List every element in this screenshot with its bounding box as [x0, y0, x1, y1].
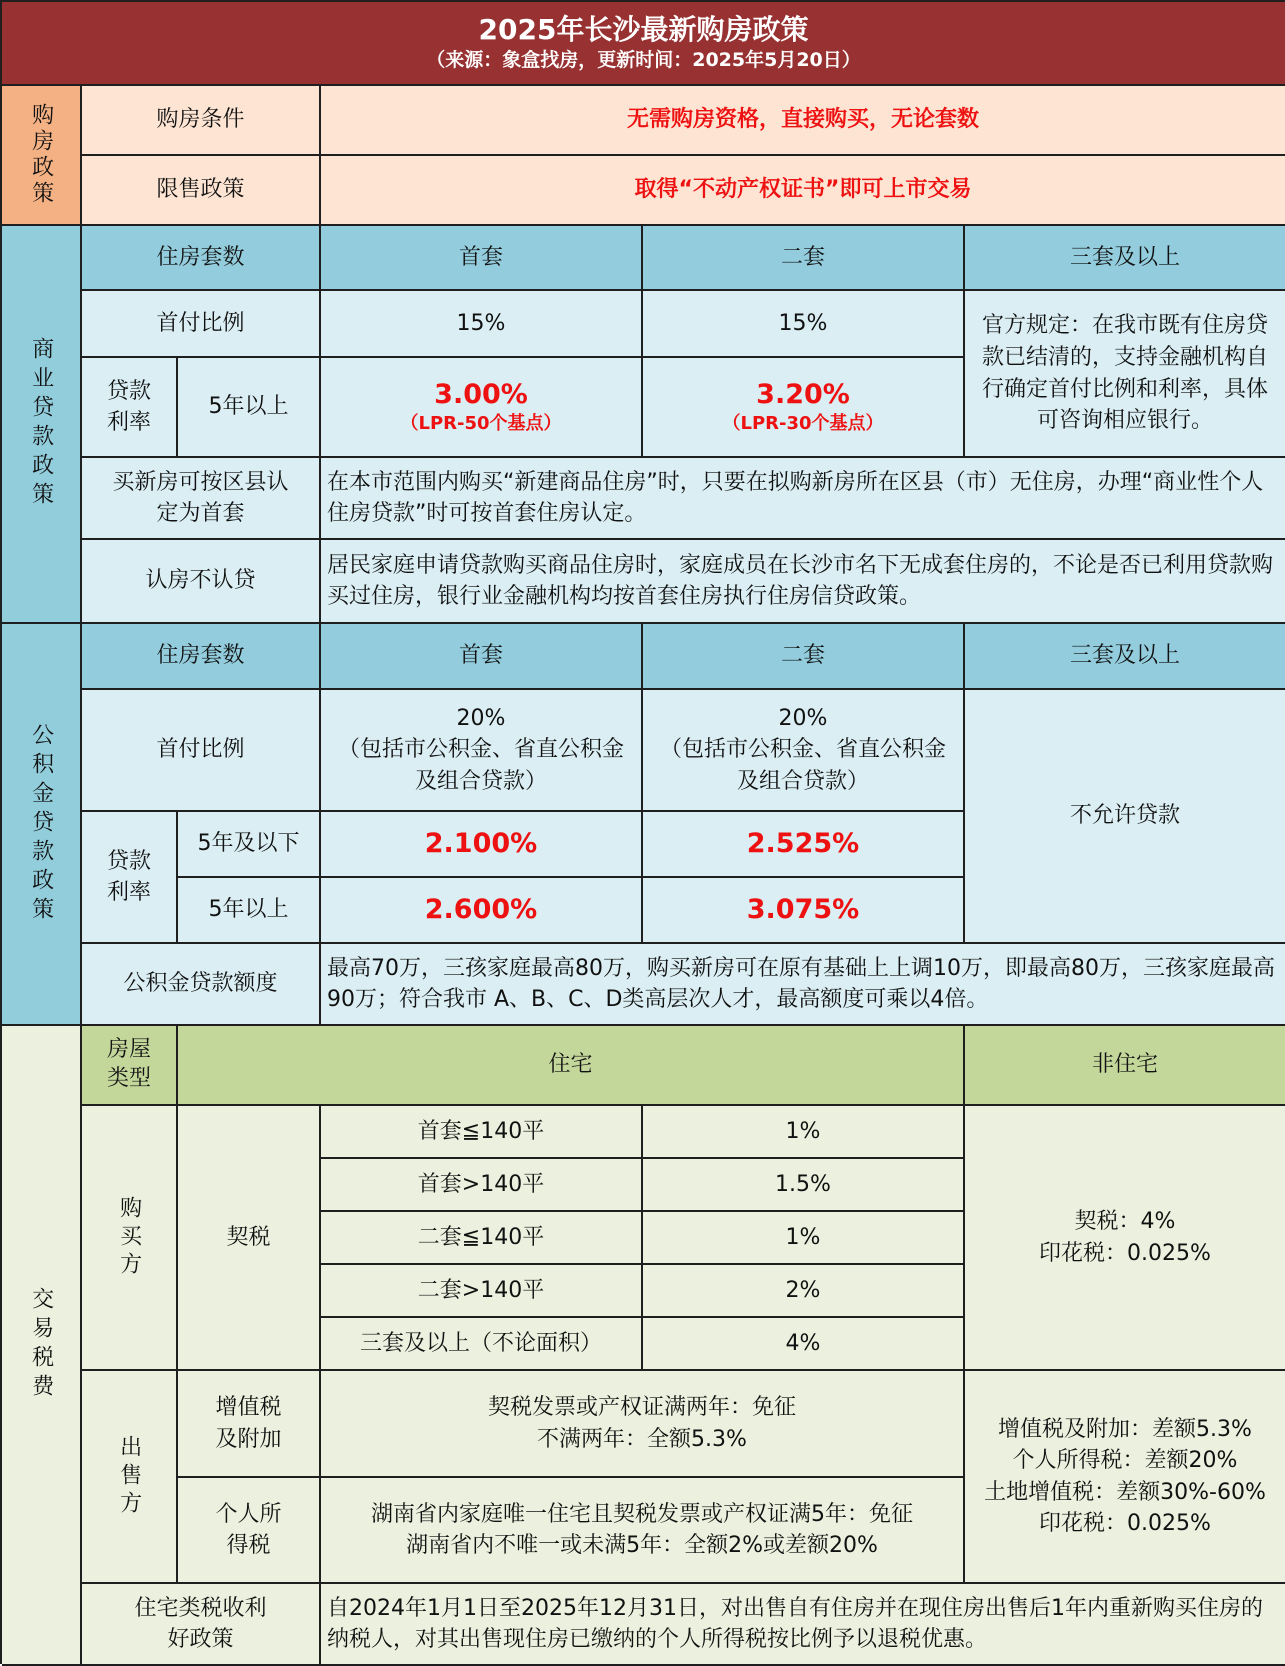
income-line-1: 湖南省内家庭唯一住宅且契税发票或产权证满5年：免征 [371, 1501, 913, 1527]
provident-down-payment-first-note: （包括市公积金、省直公积金及组合贷款） [337, 737, 624, 794]
title-block [2, 2, 1285, 86]
buyer-non-residential [965, 1106, 1285, 1371]
vat-label-text: 增值税及附加 [215, 1395, 282, 1452]
income-line-2: 湖南省内不唯一或未满5年：全额2%或差额20% [406, 1533, 878, 1558]
provident-loan-section-label [2, 624, 82, 1026]
resale-policy-value: 取得“不动产权证书”即可上市交易 [321, 156, 1285, 226]
provident-header-first: 首套 [321, 624, 643, 690]
county-first-home-label [82, 458, 321, 540]
commercial-header-second: 二套 [643, 226, 965, 291]
house-type-label-text: 房屋类型 [106, 1037, 151, 1091]
commercial-rate-label-text: 贷款利率 [106, 378, 151, 435]
deed-row-1-rate: 1% [643, 1106, 965, 1159]
provident-limit-value: 最高70万，三孩家庭最高80万，购买新房可在原有基础上上调10万，即最高80万，三孩家庭最高90万；符合我市 A、B、C、D类高层次人才，最高额度可乘以4倍。 [321, 944, 1285, 1026]
page-title: 2025年长沙最新购房政策 [478, 12, 809, 46]
commercial-down-payment-second: 15% [643, 291, 965, 358]
provident-down-payment-second [643, 690, 965, 812]
county-first-home-value: 在本市范围内购买“新建商品住房”时，只要在拟购新房所在区县（市）无住房，办理“商业性个人住房贷款”时可按首套住房认定。 [321, 458, 1285, 540]
buyer-non-res-stamp: 印花税：0.025% [1039, 1240, 1211, 1266]
commercial-rate-second-note: （LPR-30个基点） [722, 412, 884, 434]
provident-third-value: 不允许贷款 [965, 690, 1285, 944]
provident-term-short: 5年及以下 [178, 812, 321, 878]
commercial-rate-second-value: 3.20% [756, 379, 850, 411]
vat-label [178, 1371, 321, 1478]
income-tax-label-text: 个人所得税 [215, 1501, 282, 1558]
income-tax-value [321, 1478, 965, 1584]
purchase-policy-section-text: 购房政策 [28, 103, 54, 207]
house-type-label [82, 1026, 178, 1106]
commercial-rate-first-value: 3.00% [434, 379, 528, 411]
provident-down-payment-first-value: 20% [456, 706, 506, 732]
provident-header-second: 二套 [643, 624, 965, 690]
buyer-non-res-deed: 契税：4% [1074, 1209, 1176, 1235]
provident-header-count: 住房套数 [82, 624, 321, 690]
transaction-tax-section-text: 交易税费 [28, 1287, 54, 1403]
vat-value [321, 1371, 965, 1478]
provident-rate-label [82, 812, 178, 944]
commercial-rate-label [82, 358, 178, 458]
provident-down-payment-second-value: 20% [778, 706, 828, 732]
county-first-home-label-text: 买新房可按区县认定为首套 [112, 469, 289, 526]
deed-row-5-condition: 三套及以上（不论面积） [321, 1318, 643, 1371]
commercial-down-payment-first: 15% [321, 291, 643, 358]
commercial-rate-first [321, 358, 643, 458]
provident-rate-short-second: 2.525% [643, 812, 965, 878]
purchase-policy-section-label [2, 86, 82, 226]
provident-rate-short-first: 2.100% [321, 812, 643, 878]
seller-non-res-stamp: 印花税：0.025% [1039, 1510, 1211, 1536]
provident-term-long: 5年以上 [178, 878, 321, 944]
deed-row-3-rate: 1% [643, 1212, 965, 1265]
commercial-rate-second [643, 358, 965, 458]
buyer-label [82, 1106, 178, 1371]
tax-benefit-label [82, 1584, 321, 1666]
deed-row-2-rate: 1.5% [643, 1159, 965, 1212]
income-tax-label [178, 1478, 321, 1584]
provident-limit-label: 公积金贷款额度 [82, 944, 321, 1026]
buyer-label-text: 购买方 [116, 1195, 142, 1280]
seller-non-res-vat: 增值税及附加：差额5.3% [998, 1417, 1252, 1443]
seller-non-res-land: 土地增值税：差额30%-60% [984, 1479, 1266, 1505]
deed-row-4-rate: 2% [643, 1265, 965, 1318]
house-not-loan-label: 认房不认贷 [82, 540, 321, 624]
seller-label-text: 出售方 [116, 1434, 142, 1519]
commercial-loan-section-text: 商业贷款政策 [28, 337, 54, 511]
commercial-down-payment-label: 首付比例 [82, 291, 321, 358]
vat-line-2: 不满两年：全额5.3% [537, 1426, 747, 1452]
non-residential-header: 非住宅 [965, 1026, 1285, 1106]
provident-down-payment-second-note: （包括市公积金、省直公积金及组合贷款） [659, 737, 946, 794]
seller-non-res-income: 个人所得税：差额20% [1012, 1448, 1238, 1474]
deed-row-4-condition: 二套>140平 [321, 1265, 643, 1318]
page-subtitle: （来源：象盒找房，更新时间：2025年5月20日） [426, 49, 861, 72]
commercial-header-first: 首套 [321, 226, 643, 291]
commercial-rate-term: 5年以上 [178, 358, 321, 458]
provident-rate-label-text: 贷款利率 [106, 848, 151, 905]
commercial-rate-first-note: （LPR-50个基点） [400, 412, 562, 434]
tax-benefit-value: 自2024年1月1日至2025年12月31日，对出售自有住房并在现住房出售后1年内重新购买住房的纳税人，对其出售现住房已缴纳的个人所得税按比例予以退税优惠。 [321, 1584, 1285, 1666]
deed-tax-label: 契税 [178, 1106, 321, 1371]
provident-down-payment-label: 首付比例 [82, 690, 321, 812]
commercial-header-count: 住房套数 [82, 226, 321, 291]
deed-row-1-condition: 首套≦140平 [321, 1106, 643, 1159]
vat-line-1: 契税发票或产权证满两年：免征 [487, 1395, 796, 1421]
seller-label [82, 1371, 178, 1584]
provident-header-third: 三套及以上 [965, 624, 1285, 690]
commercial-header-third: 三套及以上 [965, 226, 1285, 291]
deed-row-3-condition: 二套≦140平 [321, 1212, 643, 1265]
provident-rate-long-first: 2.600% [321, 878, 643, 944]
resale-policy-label: 限售政策 [82, 156, 321, 226]
house-not-loan-value: 居民家庭申请贷款购买商品住房时，家庭成员在长沙市名下无成套住房的，不论是否已利用贷款购买过住房，银行业金融机构均按首套住房执行住房信贷政策。 [321, 540, 1285, 624]
deed-row-5-rate: 4% [643, 1318, 965, 1371]
commercial-loan-section-label [2, 226, 82, 624]
transaction-tax-section-label [2, 1026, 82, 1666]
residential-header: 住宅 [178, 1026, 965, 1106]
seller-non-residential [965, 1371, 1285, 1584]
purchase-conditions-value: 无需购房资格，直接购买，无论套数 [321, 86, 1285, 156]
deed-row-2-condition: 首套>140平 [321, 1159, 643, 1212]
commercial-third-note: 官方规定：在我市既有住房贷款已结清的，支持金融机构自行确定首付比例和利率，具体可咨询相应银行。 [965, 291, 1285, 458]
tax-benefit-label-text: 住宅类税收利好政策 [134, 1595, 267, 1652]
provident-down-payment-first [321, 690, 643, 812]
purchase-conditions-label: 购房条件 [82, 86, 321, 156]
provident-loan-section-text: 公积金贷款政策 [28, 722, 54, 926]
provident-rate-long-second: 3.075% [643, 878, 965, 944]
